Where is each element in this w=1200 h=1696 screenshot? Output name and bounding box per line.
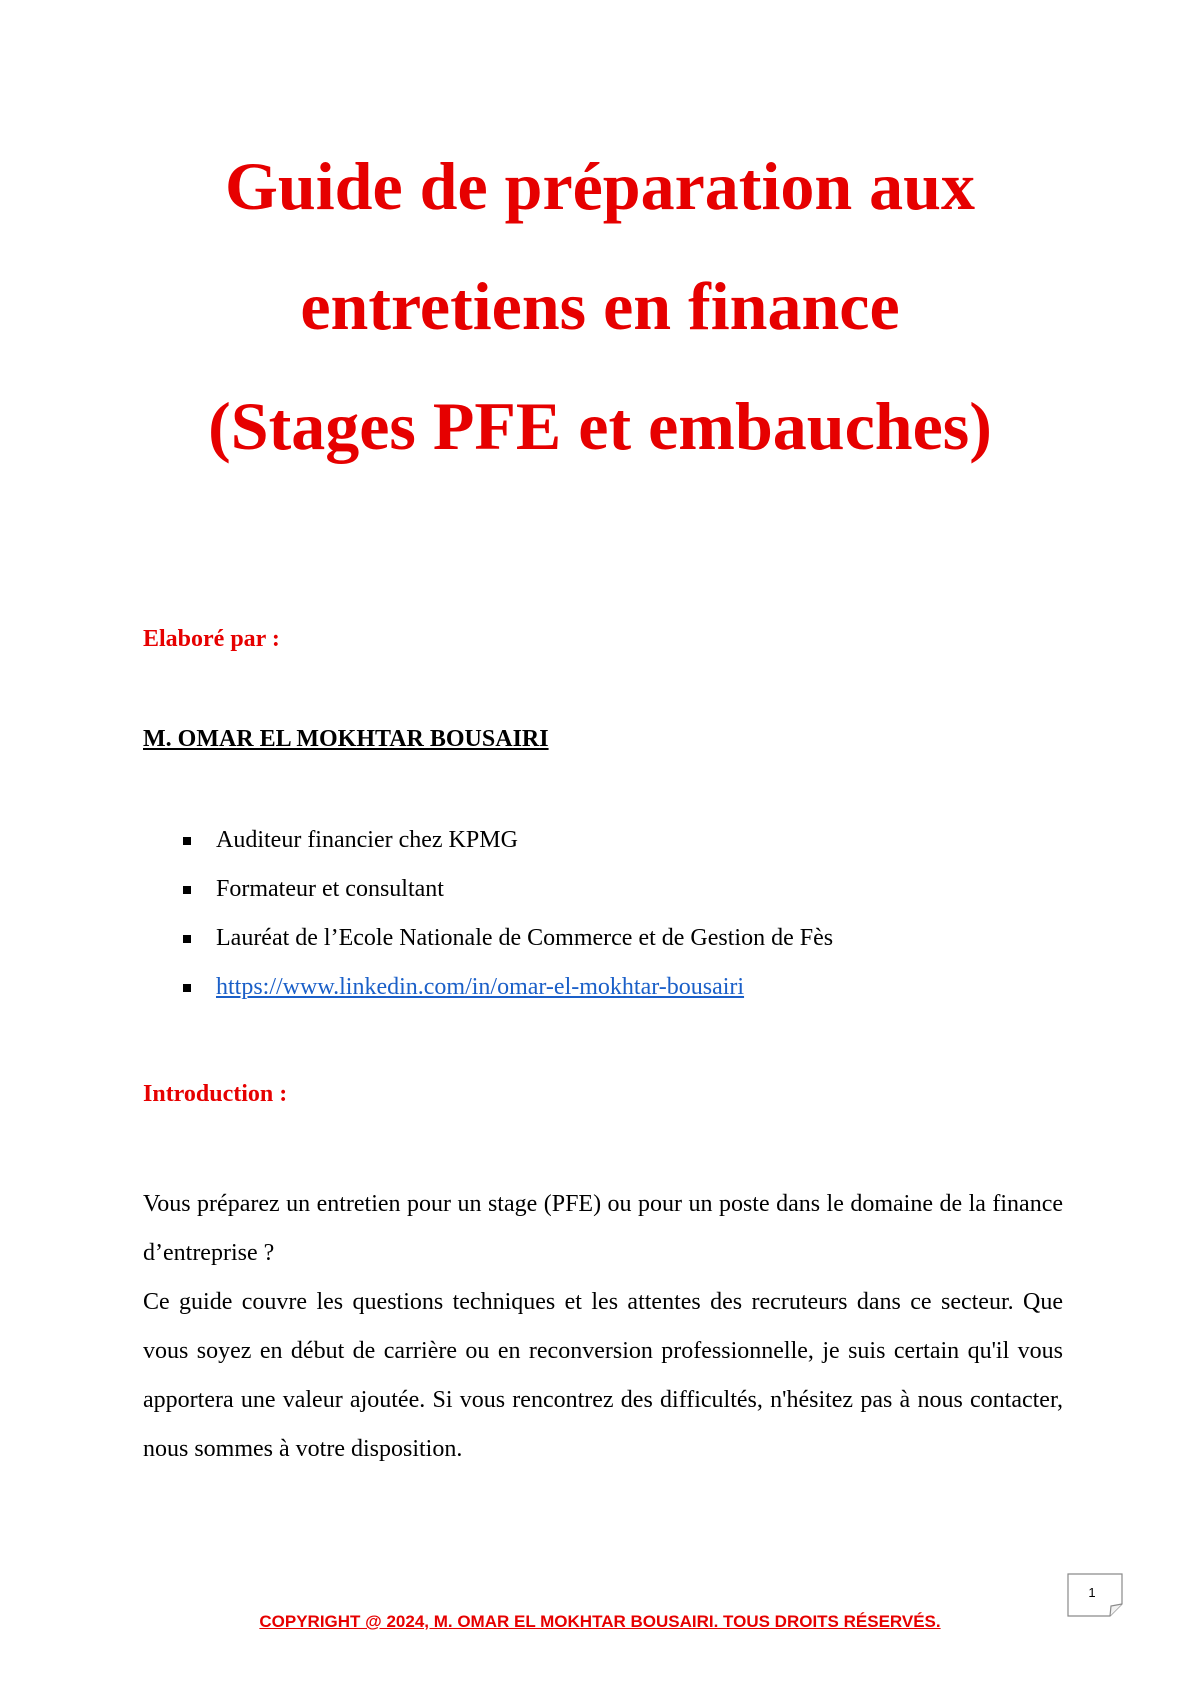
title-line-1: Guide de préparation aux — [225, 148, 975, 224]
introduction-heading: Introduction : — [143, 1081, 288, 1107]
bullet-square-icon — [183, 886, 191, 894]
title-line-2: entretiens en finance — [300, 268, 900, 344]
page-number-badge — [1067, 1573, 1123, 1617]
introduction-body — [143, 1180, 1063, 1474]
author-credentials-list — [180, 828, 833, 1024]
bullet-square-icon — [183, 984, 191, 992]
list-item — [180, 877, 833, 926]
credential-text: Lauréat de l’Ecole Nationale de Commerce et de Gestion de Fès — [216, 925, 834, 951]
intro-paragraph-1: Vous préparez un entretien pour un stage (PFE) ou pour un poste dans le domaine de la finance d’entreprise ? — [143, 1191, 1063, 1266]
author-label: Elaboré par : — [143, 626, 280, 652]
bullet-square-icon — [183, 935, 191, 943]
title-line-3: (Stages PFE et embauches) — [208, 388, 992, 464]
list-item — [180, 926, 833, 975]
credential-text: Formateur et consultant — [216, 876, 444, 902]
page-number: 1 — [1088, 1585, 1096, 1600]
list-item — [180, 975, 833, 1024]
linkedin-link[interactable]: https://www.linkedin.com/in/omar-el-mokhtar-bousairi — [216, 974, 745, 1000]
copyright-footer: COPYRIGHT @ 2024, M. OMAR EL MOKHTAR BOUSAIRI. TOUS DROITS RÉSERVÉS. — [259, 1612, 941, 1631]
bullet-square-icon — [183, 837, 191, 845]
list-item — [180, 828, 833, 877]
credential-text: Auditeur financier chez KPMG — [216, 827, 518, 853]
intro-paragraph-2: Ce guide couvre les questions techniques et les attentes des recruteurs dans ce secteur. Que vous soyez en début de carrière ou en reconversion professionnelle, je suis certain qu'il vous apportera une valeur ajoutée. Si vous rencontrez des difficultés, n'hésitez pas à nous contacter, nous sommes à votre disposition. — [143, 1289, 1063, 1462]
author-name: M. OMAR EL MOKHTAR BOUSAIRI — [143, 726, 549, 752]
